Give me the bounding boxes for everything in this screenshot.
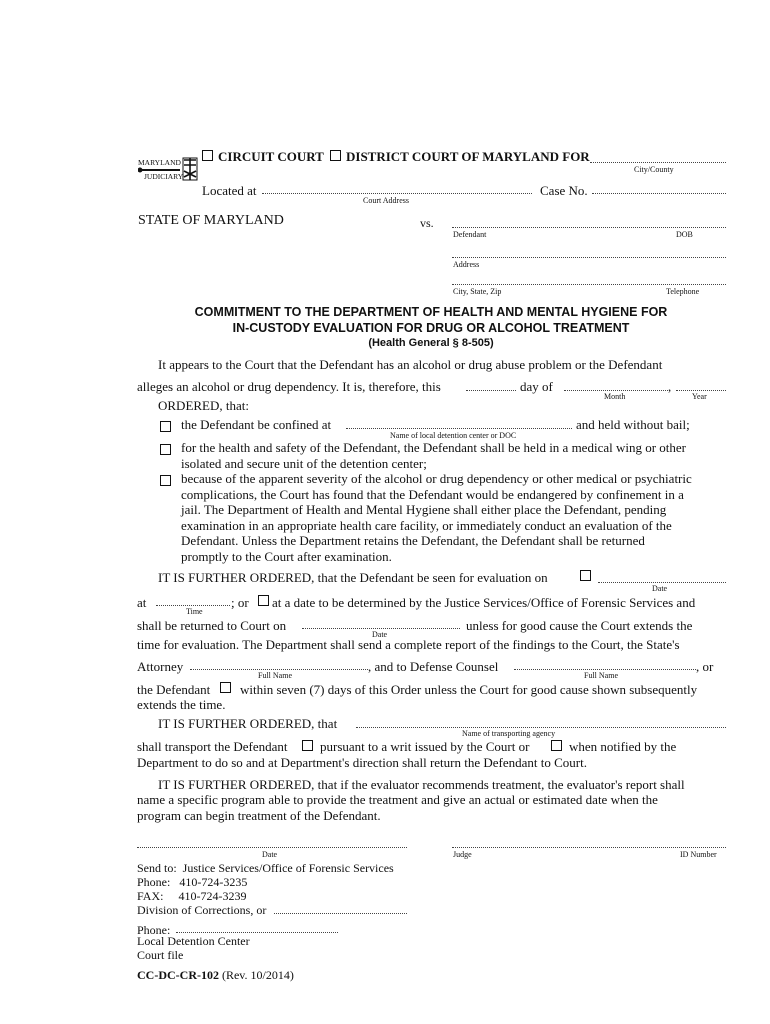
phone-1: Phone: 410-724-3235 [137, 875, 248, 889]
phone-2-field[interactable] [176, 932, 338, 933]
medical-wing-checkbox[interactable] [160, 442, 171, 458]
opt3-line-6: promptly to the Court after examination. [181, 549, 392, 564]
transport-text-c: when notified by the [569, 739, 677, 754]
district-court-label: DISTRICT COURT OF MARYLAND FOR [346, 149, 590, 164]
city-state-zip-label: City, State, Zip [453, 287, 502, 296]
vs-label: vs. [420, 216, 434, 230]
at-date-text: at a date to be determined by the Justice Services/Office of Forensic Services and [272, 595, 696, 610]
district-court-checkbox[interactable] [330, 148, 341, 164]
maryland-judiciary-logo [138, 155, 200, 185]
city-county-label: City/County [634, 165, 674, 174]
time-label: Time [186, 607, 203, 616]
form-revision: (Rev. 10/2014) [218, 968, 294, 982]
day-field[interactable] [466, 390, 516, 391]
case-no-field[interactable] [592, 193, 726, 194]
address-field[interactable] [452, 257, 726, 258]
notified-checkbox[interactable] [551, 738, 562, 754]
address-label: Address [453, 260, 480, 269]
time-eval-text: time for evaluation. The Department shall send a complete report of the findings to the Court, the State's [137, 637, 680, 652]
or-label: ; or [231, 595, 249, 610]
within-seven-days-text: within seven (7) days of this Order unless the Court for good cause shown subsequently [240, 682, 698, 697]
defense-counsel-field[interactable] [514, 669, 696, 670]
date-label-1: Date [652, 584, 668, 593]
severity-checkbox[interactable] [160, 473, 171, 489]
located-at-label: Located at [202, 183, 257, 198]
city-county-field[interactable] [590, 162, 726, 163]
judge-label: Judge [453, 850, 472, 859]
title-line-3: (Health General § 8-505) [368, 337, 494, 349]
full-name-label-2: Full Name [584, 671, 618, 680]
court-file: Court file [137, 948, 184, 962]
dob-label: DOB [676, 230, 693, 239]
intro-line-1: It appears to the Court that the Defendant has an alcohol or drug abuse problem or the Defendant [158, 357, 663, 372]
opt3-line-2: complications, the Court has found that the Defendant would be endangered by confinement in a [181, 487, 684, 502]
defense-counsel-label: , and to Defense Counsel [368, 659, 499, 674]
transport-text-b: pursuant to a writ issued by the Court or [320, 739, 530, 754]
opt3-line-5: Defendant. Unless the Department retains the Defendant, the Defendant shall be returned [181, 533, 645, 548]
further-ordered-3-line-1: IT IS FURTHER ORDERED, that if the evaluator recommends treatment, the evaluator's report shall [158, 777, 685, 792]
intro-line-2b: day of [520, 379, 553, 394]
evaluation-date-checkbox[interactable] [580, 568, 591, 584]
time-field[interactable] [156, 605, 230, 606]
further-ordered-2: IT IS FURTHER ORDERED, that [158, 716, 338, 731]
tbd-checkbox[interactable] [258, 593, 269, 609]
returned-text-b: unless for good cause the Court extends the [466, 618, 693, 633]
transport-text-d: Department to do so and at Department's direction shall return the Defendant to Court. [137, 755, 587, 770]
comma: , [668, 379, 672, 394]
opt2-line-2: isolated and secure unit of the detention center; [181, 456, 427, 471]
year-field[interactable] [676, 390, 726, 391]
form-number: CC-DC-CR-102 [137, 968, 219, 982]
circuit-court-checkbox[interactable] [202, 148, 213, 164]
detention-center-label: Name of local detention center or DOC [390, 431, 517, 440]
logo-text-top: MARYLAND [138, 158, 181, 167]
full-name-label-1: Full Name [258, 671, 292, 680]
local-detention-center: Local Detention Center [137, 934, 250, 948]
court-address-label: Court Address [363, 196, 409, 205]
further-ordered-1: IT IS FURTHER ORDERED, that the Defendant be seen for evaluation on [158, 570, 548, 585]
opt3-line-3: jail. The Department of Health and Mental Hygiene shall either place the Defendant, pending [181, 502, 667, 517]
defendant-label: Defendant [453, 230, 487, 239]
order-date-field[interactable] [137, 847, 407, 848]
at-label: at [137, 595, 147, 610]
opt2-line-1: for the health and safety of the Defendant, the Defendant shall be held in a medical wing or other [181, 440, 687, 455]
title-line-1: COMMITMENT TO THE DEPARTMENT OF HEALTH AND MENTAL HYGIENE FOR [194, 305, 668, 319]
id-number-label: ID Number [680, 850, 717, 859]
defendant-checkbox[interactable] [220, 680, 231, 696]
writ-checkbox[interactable] [302, 738, 313, 754]
defendant-field[interactable] [452, 227, 726, 228]
state-of-maryland: STATE OF MARYLAND [138, 213, 284, 228]
return-date-field[interactable] [302, 628, 460, 629]
court-address-field[interactable] [262, 193, 532, 194]
month-field[interactable] [564, 390, 668, 391]
circuit-court-label: CIRCUIT COURT [218, 149, 324, 164]
city-state-zip-field[interactable] [452, 284, 726, 285]
attorney-label: Attorney [137, 659, 184, 674]
attorney-name-field[interactable] [190, 669, 368, 670]
returned-text-a: shall be returned to Court on [137, 618, 287, 633]
transporting-agency-field[interactable] [356, 727, 726, 728]
intro-line-2a: alleges an alcohol or drug dependency. It is, therefore, this [137, 379, 441, 394]
extends-text: extends the time. [137, 697, 226, 712]
year-label: Year [692, 392, 707, 401]
form-id [137, 968, 294, 983]
division-field[interactable] [274, 913, 407, 914]
agency-label: Name of transporting agency [462, 729, 556, 738]
the-defendant-label: the Defendant [137, 682, 211, 697]
opt3-line-4: examination in an appropriate health care facility, or immediately conduct an evaluation of the [181, 518, 672, 533]
case-no-label: Case No. [540, 183, 588, 198]
date-label-2: Date [372, 630, 388, 639]
further-ordered-3-line-3: program can begin treatment of the Defendant. [137, 808, 381, 823]
phone-2: Phone: [137, 923, 171, 937]
opt3-line-1: because of the apparent severity of the alcohol or drug dependency or other medical or psychiatric [181, 471, 692, 486]
send-to-text: Send to: Justice Services/Office of Forensic Services [137, 861, 394, 875]
or-label-2: , or [696, 659, 714, 674]
telephone-label: Telephone [666, 287, 700, 296]
confined-checkbox[interactable] [160, 419, 171, 435]
logo-text-bottom: JUDICIARY [144, 172, 184, 181]
title-line-2: IN-CUSTODY EVALUATION FOR DRUG OR ALCOHOL TREATMENT [232, 321, 630, 335]
further-ordered-3-line-2: name a specific program able to provide the treatment and give an actual or estimated date when the [137, 792, 658, 807]
fax: FAX: 410-724-3239 [137, 889, 247, 903]
held-without-bail: and held without bail; [576, 417, 690, 432]
seal-icon [182, 157, 198, 181]
confined-text: the Defendant be confined at [181, 417, 332, 432]
footer-date-label: Date [262, 850, 278, 859]
judge-signature-field[interactable] [452, 847, 726, 848]
ordered-label: ORDERED, that: [158, 398, 249, 413]
division-of-corrections: Division of Corrections, or [137, 903, 267, 917]
detention-center-field[interactable] [346, 428, 572, 429]
evaluation-date-field[interactable] [598, 582, 726, 583]
month-label: Month [604, 392, 626, 401]
transport-text-a: shall transport the Defendant [137, 739, 288, 754]
